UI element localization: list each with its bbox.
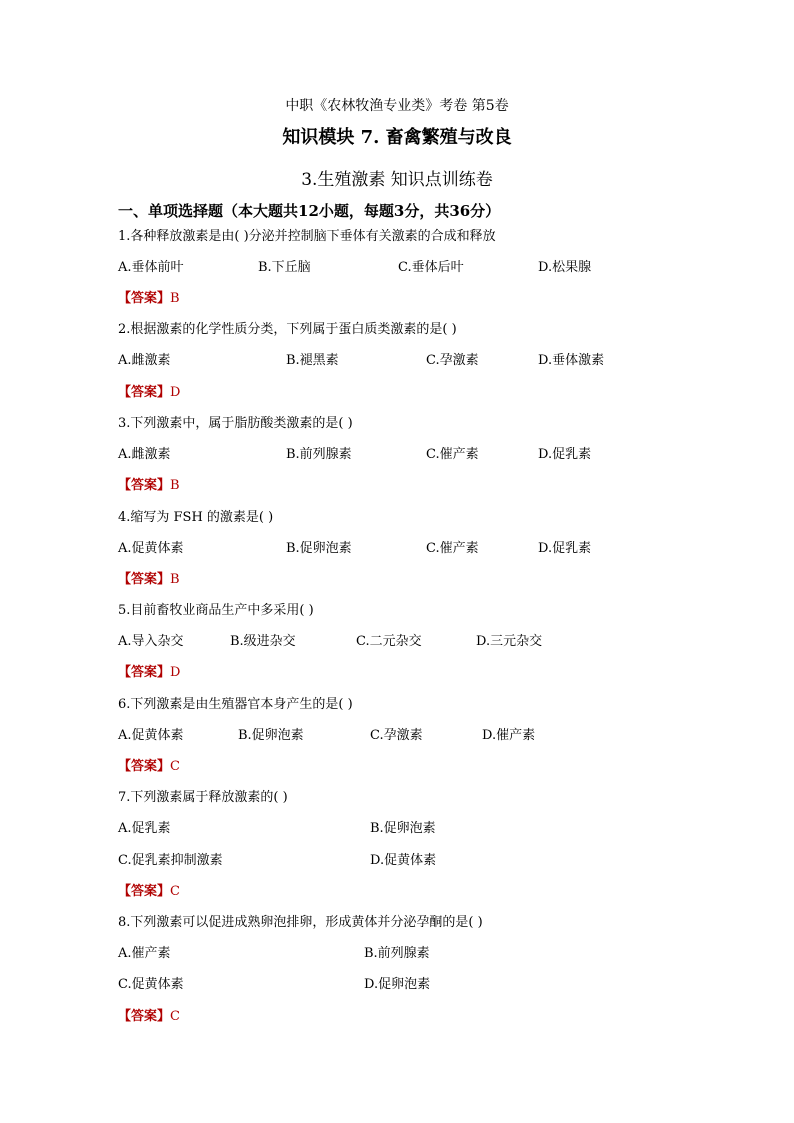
answer-4 <box>118 570 180 590</box>
option-d: D.松果腺 <box>538 260 592 275</box>
question-2-options <box>0 351 794 371</box>
question-7-options-row-2 <box>0 851 794 871</box>
option-d: D.垂体激素 <box>538 353 605 368</box>
option-a: A.导入杂交 <box>118 634 184 649</box>
option-c: C.二元杂交 <box>356 634 422 649</box>
answer-label: 【答案】 <box>118 478 171 493</box>
question-3-options <box>0 445 794 465</box>
question-8: 8.下列激素可以促进成熟卵泡排卵，形成黄体并分泌孕酮的是( ) <box>118 915 483 930</box>
answer-value: B <box>170 572 180 587</box>
exam-series-subtitle: 中职《农林牧渔专业类》考卷 第5卷 <box>285 98 509 114</box>
question-4-options <box>0 539 794 559</box>
option-c: C.催产素 <box>426 447 479 462</box>
answer-label: 【答案】 <box>118 1009 171 1024</box>
option-b: B.促卵泡素 <box>238 728 304 743</box>
question-8-options-row-1 <box>0 944 794 964</box>
answer-value: C <box>170 759 180 774</box>
question-5-options <box>0 632 794 652</box>
option-c: C.孕激素 <box>426 353 479 368</box>
option-c: C.垂体后叶 <box>398 260 464 275</box>
section-title: 一、单项选择题（本大题共12小题，每题3分，共36分） <box>118 202 501 220</box>
answer-value: C <box>170 1009 180 1024</box>
option-b: B.褪黑素 <box>286 353 339 368</box>
option-a: A.垂体前叶 <box>118 260 184 275</box>
answer-value: D <box>170 385 181 400</box>
question-2: 2.根据激素的化学性质分类，下列属于蛋白质类激素的是( ) <box>118 322 457 337</box>
question-5: 5.目前畜牧业商品生产中多采用( ) <box>118 603 314 618</box>
option-a: A.促黄体素 <box>118 728 184 743</box>
option-b: B.级进杂交 <box>230 634 296 649</box>
question-7-options-row-1 <box>0 819 794 839</box>
option-d: D.促乳素 <box>538 541 592 556</box>
answer-8 <box>118 1007 180 1027</box>
question-7: 7.下列激素属于释放激素的( ) <box>118 790 288 805</box>
option-d: D.催产素 <box>482 728 536 743</box>
question-8-options-row-2 <box>0 975 794 995</box>
option-d: D.促黄体素 <box>370 853 437 868</box>
answer-label: 【答案】 <box>118 884 171 899</box>
option-d: D.三元杂交 <box>476 634 543 649</box>
answer-2 <box>118 383 180 403</box>
option-b: B.促卵泡素 <box>370 821 436 836</box>
question-3: 3.下列激素中，属于脂肪酸类激素的是( ) <box>118 416 353 431</box>
option-b: B.前列腺素 <box>364 946 430 961</box>
option-b: B.下丘脑 <box>258 260 311 275</box>
question-6-options <box>0 726 794 746</box>
option-a: A.催产素 <box>118 946 171 961</box>
answer-3 <box>118 476 180 496</box>
question-1-options <box>0 258 794 278</box>
answer-label: 【答案】 <box>118 291 171 306</box>
question-1: 1.各种释放激素是由( )分泌并控制脑下垂体有关激素的合成和释放 <box>118 229 496 244</box>
option-d: D.促乳素 <box>538 447 592 462</box>
module-title: 知识模块 7. 畜禽繁殖与改良 <box>282 127 512 148</box>
answer-label: 【答案】 <box>118 572 171 587</box>
option-d: D.促卵泡素 <box>364 977 431 992</box>
option-c: C.促乳素抑制激素 <box>118 853 223 868</box>
answer-label: 【答案】 <box>118 759 171 774</box>
question-6: 6.下列激素是由生殖器官本身产生的是( ) <box>118 697 353 712</box>
option-a: A.雌激素 <box>118 353 171 368</box>
answer-label: 【答案】 <box>118 385 171 400</box>
answer-6 <box>118 757 180 777</box>
option-c: C.促黄体素 <box>118 977 184 992</box>
answer-value: D <box>170 665 181 680</box>
option-b: B.促卵泡素 <box>286 541 352 556</box>
answer-value: B <box>170 291 180 306</box>
training-paper-title: 3.生殖激素 知识点训练卷 <box>301 170 493 190</box>
option-a: A.促乳素 <box>118 821 171 836</box>
answer-value: C <box>170 884 180 899</box>
answer-7 <box>118 882 180 902</box>
answer-5 <box>118 663 180 683</box>
option-c: C.孕激素 <box>370 728 423 743</box>
answer-value: B <box>170 478 180 493</box>
answer-label: 【答案】 <box>118 665 171 680</box>
option-c: C.催产素 <box>426 541 479 556</box>
option-a: A.雌激素 <box>118 447 171 462</box>
question-4: 4.缩写为 FSH 的激素是( ) <box>118 510 274 525</box>
option-b: B.前列腺素 <box>286 447 352 462</box>
option-a: A.促黄体素 <box>118 541 184 556</box>
answer-1 <box>118 289 180 309</box>
